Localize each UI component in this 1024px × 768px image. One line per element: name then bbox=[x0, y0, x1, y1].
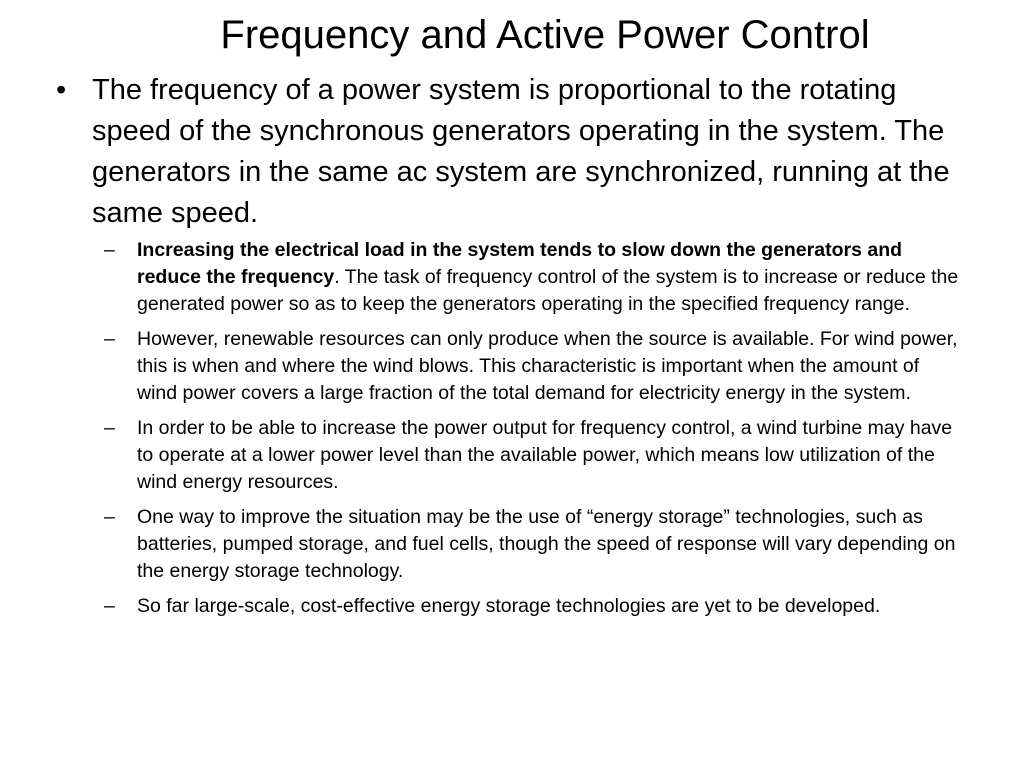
bullet-marker: • bbox=[56, 74, 67, 106]
sub-bullet-2-text: However, renewable resources can only produce when the source is available. For wind power, this is when and where the wind blows. This characteristic is important when the amount of wind power covers a large fraction of the total demand for electricity energy in the system. bbox=[137, 328, 958, 404]
sub-bullet-2 bbox=[104, 326, 964, 407]
dash-marker: – bbox=[104, 328, 115, 350]
sub-bullet-3 bbox=[104, 415, 964, 496]
slide-title: Frequency and Active Power Control bbox=[220, 13, 870, 57]
main-bullet-text: The frequency of a power system is proportional to the rotating speed of the synchronous generators operating in the system. The generators in the same ac system are synchronized, running at the same speed. bbox=[92, 74, 950, 229]
dash-marker: – bbox=[104, 417, 115, 439]
main-bullet bbox=[56, 70, 976, 234]
dash-marker: – bbox=[104, 595, 115, 617]
dash-marker: – bbox=[104, 239, 115, 261]
sub-bullet-5-text: So far large-scale, cost-effective energy storage technologies are yet to be developed. bbox=[137, 595, 881, 617]
sub-bullet-1-bold-text: Increasing the electrical load in the system tends to slow down the generators and reduce the frequency bbox=[137, 239, 903, 288]
sub-bullet-1 bbox=[104, 237, 964, 318]
sub-bullet-3-text: In order to be able to increase the power output for frequency control, a wind turbine may have to operate at a lower power level than the available power, which means low utilization of the wind energy resources. bbox=[137, 417, 953, 493]
dash-marker: – bbox=[104, 506, 115, 528]
sub-bullet-1-text bbox=[137, 237, 964, 318]
sub-bullet-list bbox=[104, 237, 964, 628]
sub-bullet-1-regular-text: . The task of frequency control of the system is to increase or reduce the generated power so as to keep the generators operating in the specified frequency range. bbox=[137, 266, 959, 315]
sub-bullet-4-text: One way to improve the situation may be the use of “energy storage” technologies, such as batteries, pumped storage, and fuel cells, though the speed of response will vary depending on the energy storage technology. bbox=[137, 506, 956, 582]
sub-bullet-4 bbox=[104, 504, 964, 585]
sub-bullet-5 bbox=[104, 593, 964, 620]
